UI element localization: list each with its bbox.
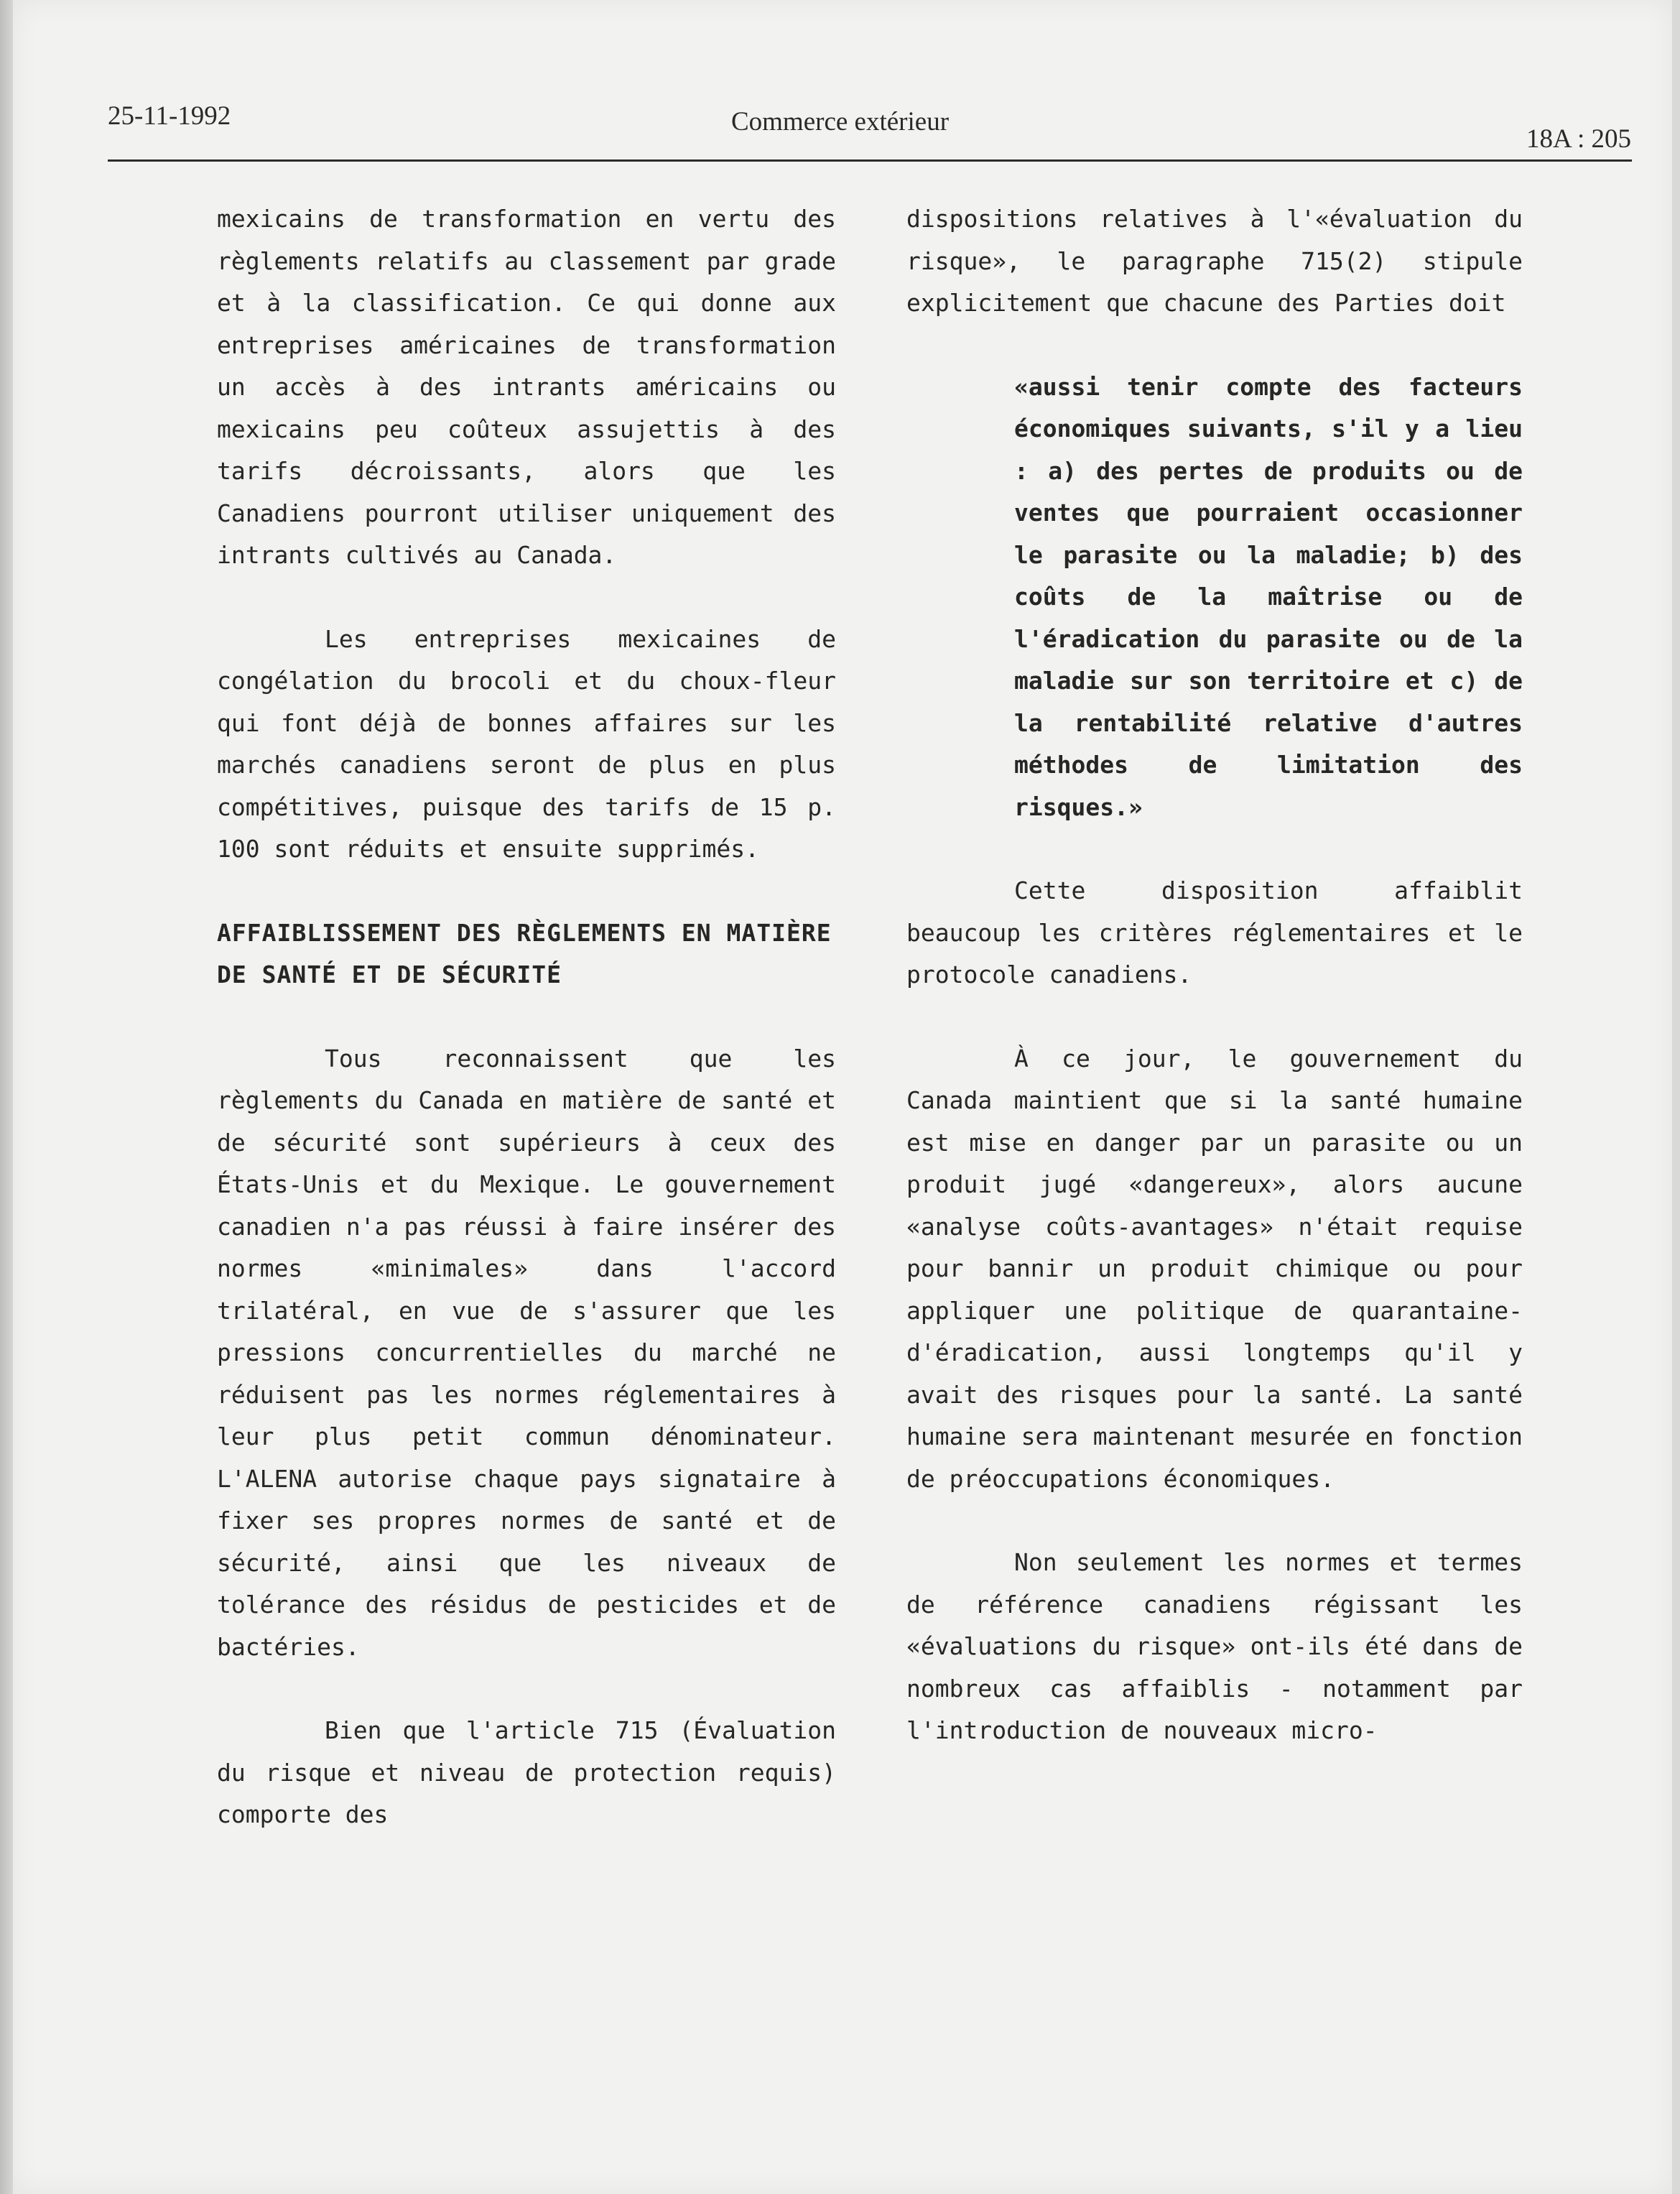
right-paragraph-3: À ce jour, le gouvernement du Canada maintient que si la santé humaine est mise en danger par un parasite ou un produit jugé «dangereux», alors aucune «analyse coûts-avantages» n'était requise pour bannir un produit chimique ou pour appliquer une politique de quarantaine-d'éradication, aussi longtemps qu'il y avait des risques pour la santé. La santé humaine sera maintenant mesurée en fonction de préoccupations économiques. (906, 1044, 1523, 1493)
right-paragraph-1: dispositions relatives à l'«évaluation du risque», le paragraphe 715(2) stipule explicitement que chacune des Parties doit (906, 205, 1523, 317)
page-edge (0, 0, 13, 2194)
right-paragraph-2: Cette disposition affaiblit beaucoup les critères réglementaires et le protocole canadiens. (906, 876, 1523, 989)
left-paragraph-3: Tous reconnaissent que les règlements du Canada en matière de santé et de sécurité sont supérieurs à ceux des États-Unis et du Mexique. Le gouvernement canadien n'a pas réussi à faire insérer des normes «minimales» dans l'accord trilatéral, en vue de s'assurer que les pressions concurrentielles du marché ne réduisent pas les normes réglementaires à leur plus petit commun dénominateur. L'ALENA autorise chaque pays signataire à fixer ses propres normes de santé et de sécurité, ainsi que les niveaux de tolérance des résidus de pesticides et de bactéries. (217, 1044, 836, 1661)
block-quote: «aussi tenir compte des facteurs économiques suivants, s'il y a lieu : a) des pertes de produits ou de ventes que pourraient occasionner le parasite ou la maladie; b) des coûts de la maîtrise ou de l'éradication du parasite ou de la maladie sur son territoire et c) de la rentabilité relative d'autres méthodes de limitation des risques.» (1014, 372, 1523, 821)
right-paragraph-4: Non seulement les normes et termes de référence canadiens régissant les «évaluations du risque» ont-ils été dans de nombreux cas affaiblis - notamment par l'introduction de nouveaux micro- (906, 1548, 1523, 1744)
header-page-ref: 18A : 205 (1526, 124, 1631, 154)
section-heading: AFFAIBLISSEMENT DES RÈGLEMENTS EN MATIÈRE DE SANTÉ ET DE SÉCURITÉ (217, 918, 832, 989)
header-rule (108, 159, 1632, 162)
right-column (906, 198, 1523, 1794)
left-paragraph-4: Bien que l'article 715 (Évaluation du risque et niveau de protection requis) comporte des (217, 1716, 836, 1828)
left-paragraph-1: mexicains de transformation en vertu des règlements relatifs au classement par grade et à la classification. Ce qui donne aux entreprises américaines de transformation un accès à des intrants américains ou mexicains peu coûteux assujettis à des tarifs décroissants, alors que les Canadiens pourront utiliser uniquement des intrants cultivés au Canada. (217, 205, 836, 569)
left-column (217, 198, 836, 1878)
header-date: 25-11-1992 (108, 101, 231, 131)
left-paragraph-2: Les entreprises mexicaines de congélation du brocoli et du choux-fleur qui font déjà de bonnes affaires sur les marchés canadiens seront de plus en plus compétitives, puisque des tarifs de 15 p. 100 sont réduits et ensuite supprimés. (217, 624, 836, 863)
header-title: Commerce extérieur (730, 107, 950, 136)
